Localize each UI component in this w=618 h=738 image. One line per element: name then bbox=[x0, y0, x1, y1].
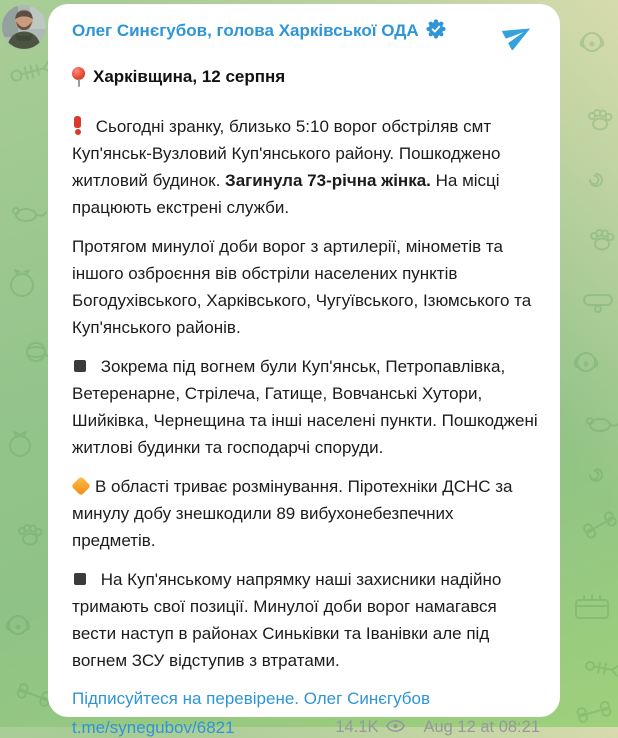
post-paragraph bbox=[72, 113, 540, 221]
location-line bbox=[72, 65, 540, 89]
post-text-segment: На місці працюють екстрені служби. bbox=[72, 171, 500, 217]
verified-badge-icon bbox=[426, 19, 446, 44]
avatar-photo bbox=[2, 5, 46, 49]
black-square-icon bbox=[74, 573, 86, 585]
post-text-segment: Зокрема під вогнем були Куп'янськ, Петропавлівка, Ветеренарне, Стрілеча, Гатище, Вовчанські Хутори, Шийківка, Чернещина та інші населені пункти. Пошкоджені житлові будинки та господарчі споруди. bbox=[72, 357, 538, 457]
post-paragraphs bbox=[72, 113, 540, 674]
red-exclamation-icon bbox=[73, 116, 82, 135]
post-paragraph bbox=[72, 473, 540, 554]
subscribe-link[interactable]: Підписуйтеся на перевірене. Олег Синєгубов bbox=[72, 689, 431, 708]
post-timestamp: Aug 12 at 08:21 bbox=[423, 718, 540, 736]
post-text-segment: В області триває розмінування. Піротехніки ДСНС за минулу добу знешкодили 89 вибухонебезпечних предметів. bbox=[72, 477, 513, 550]
post-card bbox=[48, 4, 560, 737]
post-text-segment: На Куп'янському напрямку наші захисники надійно тримають свої позиції. Минулої доби ворог намагався вести наступ в районах Синьківки та Іванівки але під вогнем ЗСУ відступив з втратами. bbox=[72, 570, 502, 670]
post-text-segment: Загинула 73-річна жінка. bbox=[225, 171, 431, 190]
post-paragraph bbox=[72, 566, 540, 674]
post-meta-row bbox=[72, 717, 540, 738]
channel-name-link[interactable]: Олег Синєгубов, голова Харківської ОДА bbox=[72, 21, 419, 40]
eye-icon bbox=[386, 719, 405, 738]
post-paragraph bbox=[72, 233, 540, 341]
post-text-segment: Сьогодні зранку, близько 5:10 ворог обстріляв смт Куп'янськ-Вузловий Куп'янського району. Пошкоджено житловий будинок. bbox=[72, 117, 501, 190]
post-text-segment: Протягом минулої доби ворог з артилерії, мінометів та іншого озброєння вів обстріли населених пунктів Богодухівського, Харківського, Чугуївського, Ізюмського та Куп'янського районів. bbox=[72, 237, 532, 337]
orange-diamond-icon bbox=[71, 476, 91, 496]
location-text: Харківщина, 12 серпня bbox=[93, 67, 286, 86]
views-count: 14.1K bbox=[335, 718, 379, 736]
post-header bbox=[72, 18, 540, 55]
black-square-icon bbox=[74, 360, 86, 372]
post-url-link[interactable]: t.me/synegubov/6821 bbox=[72, 717, 235, 737]
round-pushpin-icon bbox=[72, 67, 85, 88]
telegram-plane-icon[interactable] bbox=[502, 20, 534, 55]
channel-avatar[interactable] bbox=[2, 5, 46, 49]
post-paragraph bbox=[72, 353, 540, 461]
